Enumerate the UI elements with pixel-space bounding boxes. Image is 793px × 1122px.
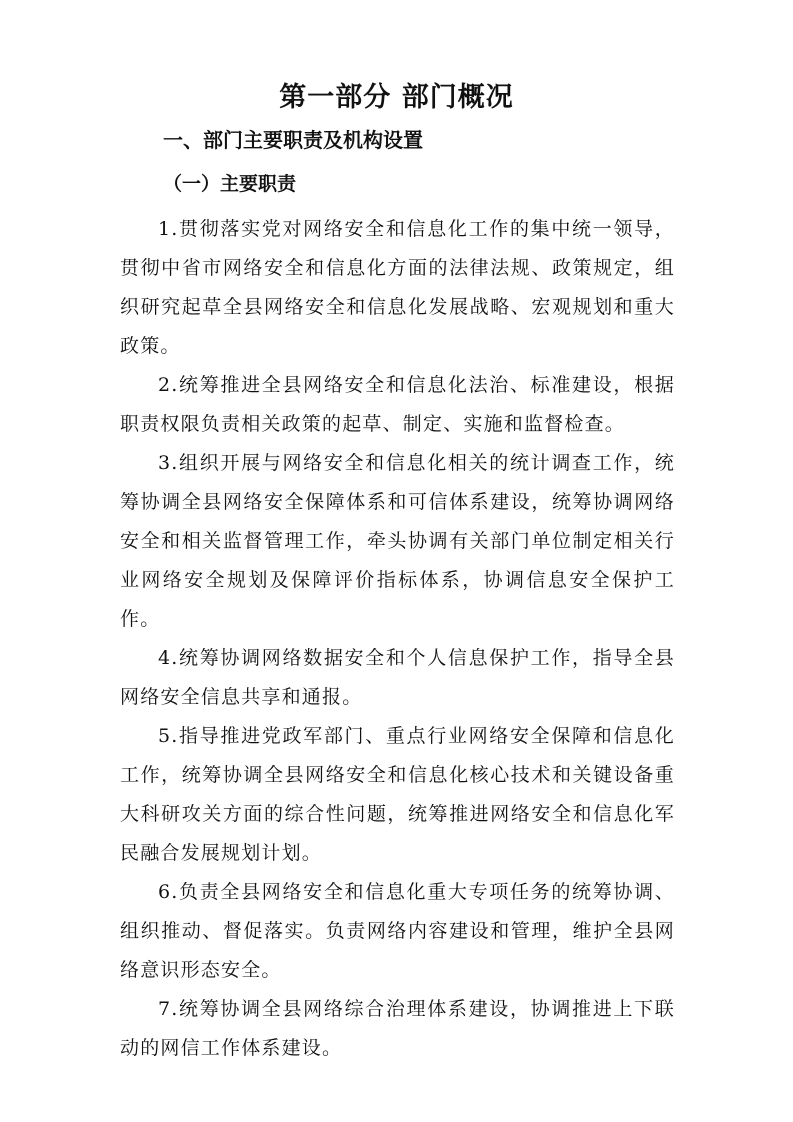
duty-paragraph-2: 2.统筹推进全县网络安全和信息化法治、标准建设，根据职责权限负责相关政策的起草、制定、实施和监督检查。 — [120, 374, 675, 435]
duty-paragraph-7: 7.统筹协调全县网络综合治理体系建设，协调推进上下联动的网信工作体系建设。 — [120, 998, 675, 1059]
duties-body — [120, 210, 675, 1068]
duty-paragraph-5: 5.指导推进党政军部门、重点行业网络安全保障和信息化工作，统筹协调全县网络安全和信息化核心技术和关键设备重大科研攻关方面的综合性问题，统筹推进网络安全和信息化军民融合发展规划计划。 — [120, 725, 675, 864]
section-heading: 一、部门主要职责及机构设置 — [163, 128, 423, 152]
subsection-heading: （一）主要职责 — [163, 173, 297, 195]
page-title: 第一部分 部门概况 — [279, 82, 514, 113]
duty-paragraph-4: 4.统筹协调网络数据安全和个人信息保护工作，指导全县网络安全信息共享和通报。 — [120, 647, 675, 708]
duty-paragraph-1: 1.贯彻落实党对网络安全和信息化工作的集中统一领导，贯彻中省市网络安全和信息化方面的法律法规、政策规定，组织研究起草全县网络安全和信息化发展战略、宏观规划和重大政策。 — [120, 218, 675, 357]
duty-paragraph-3: 3.组织开展与网络安全和信息化相关的统计调查工作，统筹协调全县网络安全保障体系和可信体系建设，统筹协调网络安全和相关监督管理工作，牵头协调有关部门单位制定相关行业网络安全规划及保障评价指标体系，协调信息安全保护工作。 — [120, 452, 675, 630]
duty-paragraph-6: 6.负责全县网络安全和信息化重大专项任务的统筹协调、组织推动、督促落实。负责网络内容建设和管理，维护全县网络意识形态安全。 — [120, 881, 675, 981]
